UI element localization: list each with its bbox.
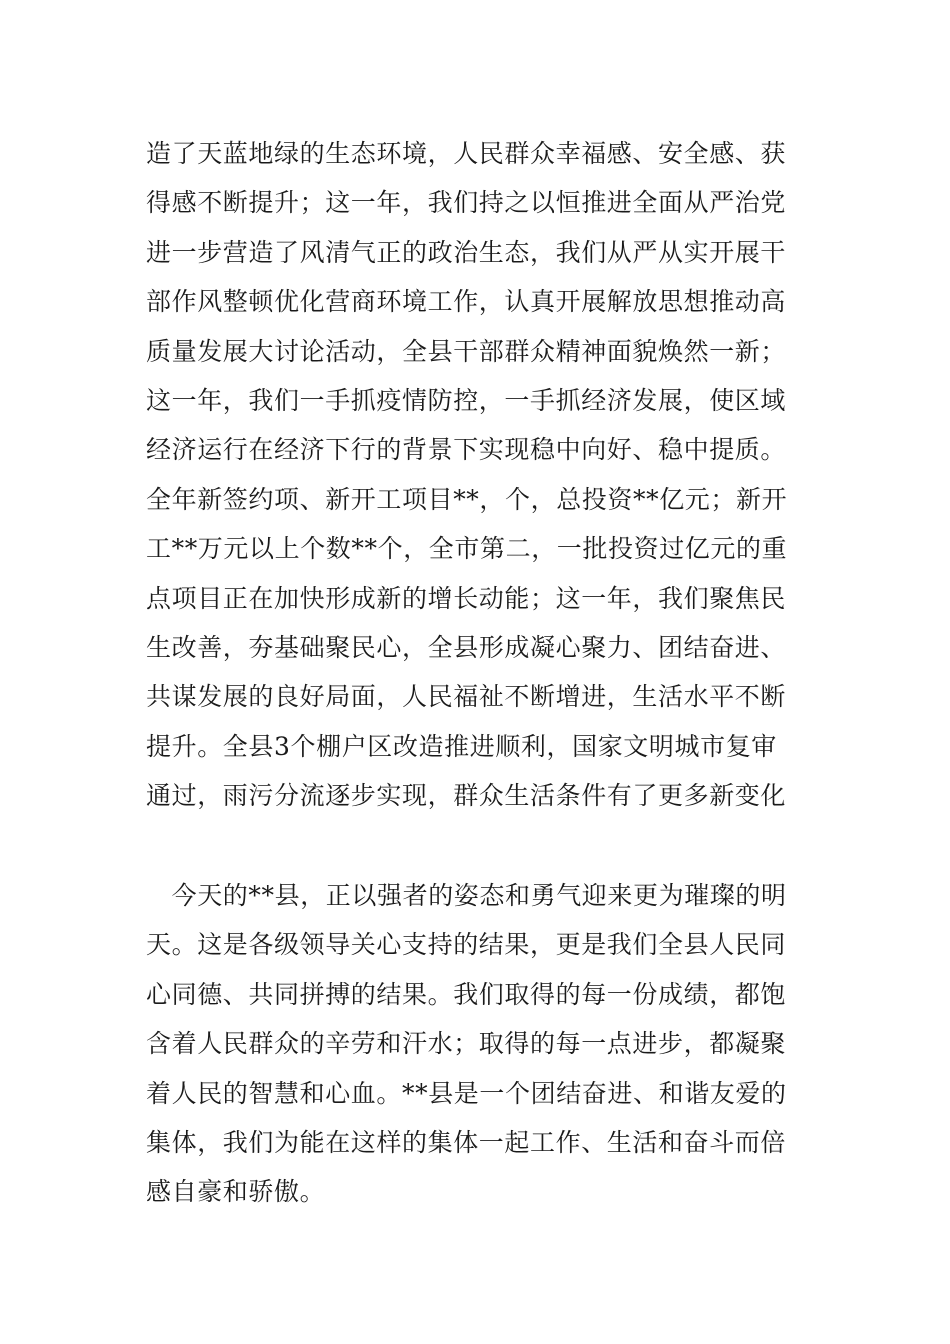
text-line: 点项目正在加快形成新的增长动能；这一年，我们聚焦民 — [146, 583, 787, 613]
text-line: 心同德、共同拼搏的结果。我们取得的每一份成绩，都饱 — [146, 979, 787, 1009]
text-line: 得感不断提升；这一年，我们持之以恒推进全面从严治党 — [146, 188, 787, 218]
text-line: 工**万元以上个数**个，全市第二，一批投资过亿元的重 — [146, 534, 788, 564]
text-line: 今天的**县，正以强者的姿态和勇气迎来更为璀璨的明 — [146, 881, 787, 910]
text-line: 经济运行在经济下行的背景下实现稳中向好、稳中提质。 — [146, 435, 787, 465]
text-line: 质量发展大讨论活动，全县干部群众精神面貌焕然一新； — [146, 336, 787, 366]
text-line: 天。这是各级领导关心支持的结果，更是我们全县人民同 — [146, 930, 787, 960]
text-line: 感自豪和骄傲。 — [146, 1177, 326, 1207]
text-line: 这一年，我们一手抓疫情防控，一手抓经济发展，使区域 — [146, 385, 787, 415]
text-line: 集体，我们为能在这样的集体一起工作、生活和奋斗而倍 — [146, 1127, 787, 1157]
paragraph-1 — [146, 133, 826, 824]
text-line: 通过，雨污分流逐步实现，群众生活条件有了更多新变化 — [146, 781, 787, 811]
text-line: 提升。全县3个棚户区改造推进顺利，国家文明城市复审 — [146, 731, 777, 761]
text-line: 着人民的智慧和心血。**县是一个团结奋进、和谐友爱的 — [146, 1078, 787, 1108]
text-line: 共谋发展的良好局面，人民福祉不断增进，生活水平不断 — [146, 682, 787, 712]
text-line: 全年新签约项、新开工项目**，个，总投资**亿元；新开 — [146, 484, 788, 514]
text-line: 生改善，夯基础聚民心，全县形成凝心聚力、团结奋进、 — [146, 632, 787, 662]
text-line: 进一步营造了风清气正的政治生态，我们从严从实开展干 — [146, 237, 787, 267]
text-line: 含着人民群众的辛劳和汗水；取得的每一点进步，都凝聚 — [146, 1029, 787, 1059]
paragraph-2 — [146, 875, 826, 1221]
text-line: 部作风整顿优化营商环境工作，认真开展解放思想推动高 — [146, 287, 787, 317]
text-line: 造了天蓝地绿的生态环境，人民群众幸福感、安全感、获 — [146, 139, 787, 168]
